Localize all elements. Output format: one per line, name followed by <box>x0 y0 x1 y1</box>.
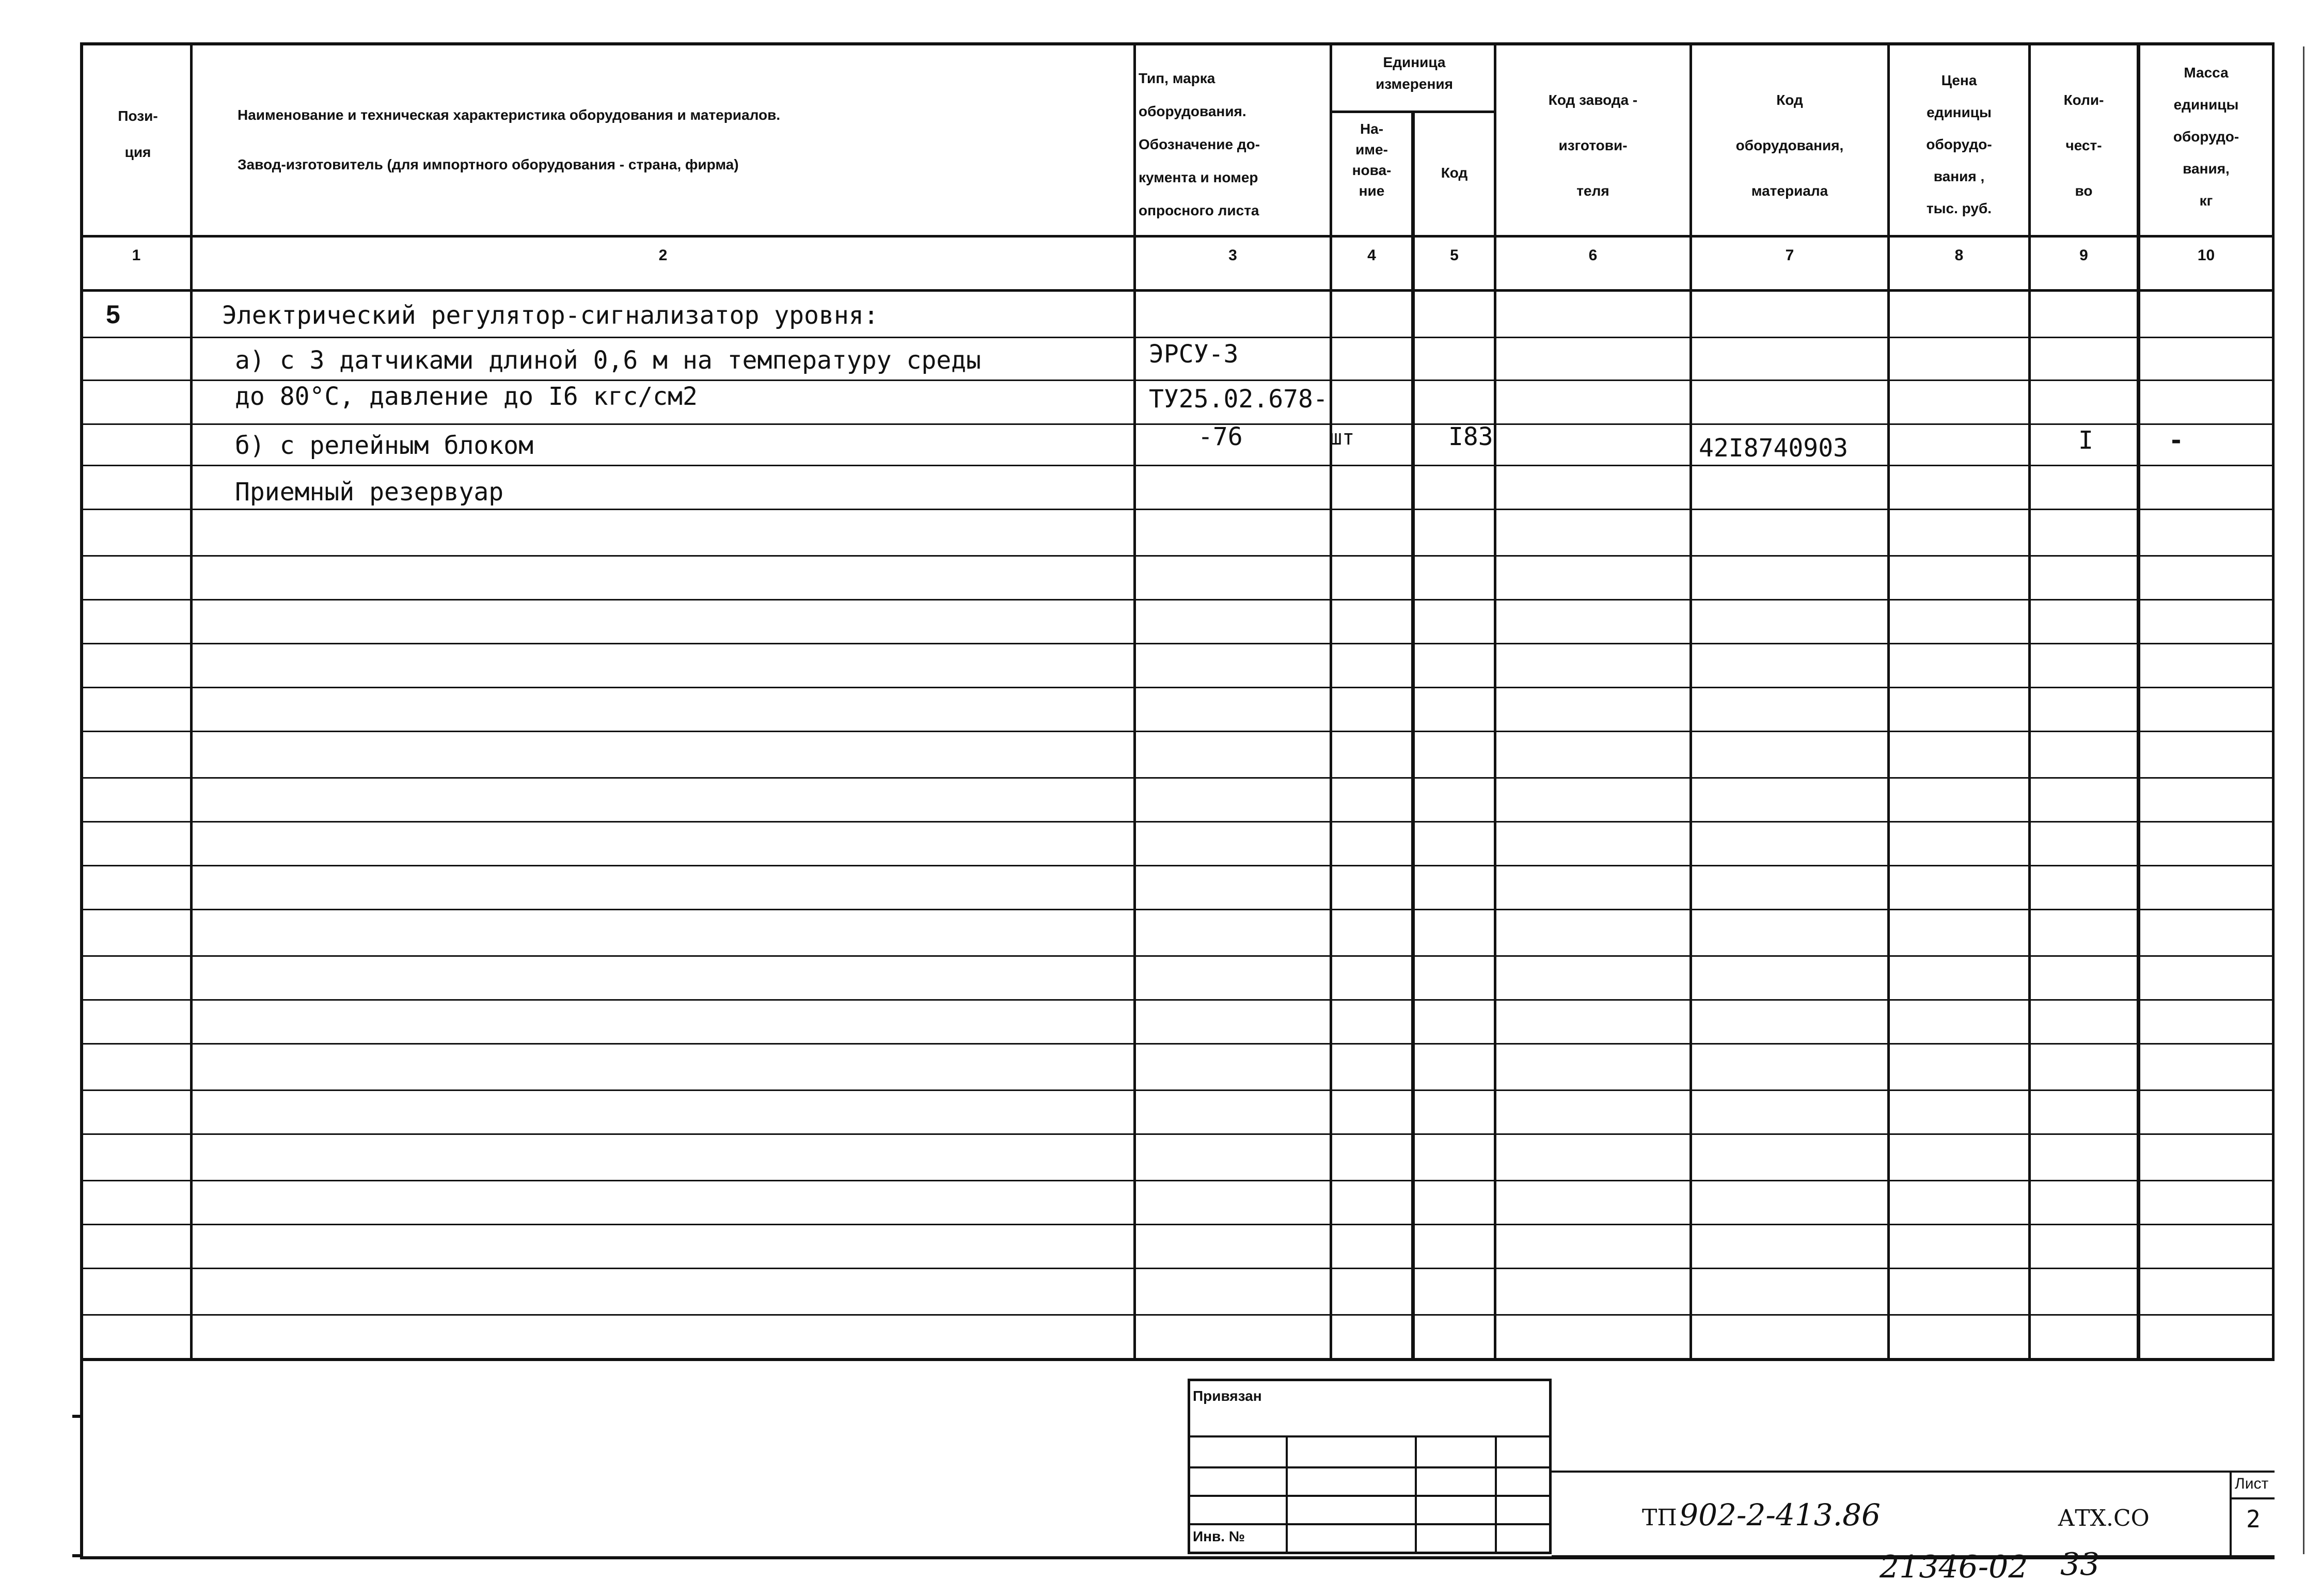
row-name: до 80°С, давление до I6 кгс/см2 <box>235 382 698 411</box>
row-line <box>80 599 2275 601</box>
column-number: 1 <box>132 247 141 264</box>
row-line <box>80 731 2275 732</box>
sheet-number: 2 <box>2246 1505 2261 1533</box>
col-divider <box>2137 42 2140 1360</box>
column-number: 10 <box>2197 247 2215 264</box>
header-position: Пози- ция <box>118 108 158 160</box>
row-name: Приемный резервуар <box>235 478 504 507</box>
header-mass: Масса единицы оборудо- вания, кг <box>2173 65 2239 209</box>
header-unit-name: На- име- нова- ние <box>1352 121 1392 199</box>
row-type: -76 <box>1198 422 1243 451</box>
col-divider <box>1411 112 1415 1360</box>
header-name: Наименование и техническая характеристика оборудования и материалов. Завод-изготовитель (для импортного оборудования - страна, фирма) <box>238 107 781 172</box>
header-bottom-line <box>80 235 2275 238</box>
archive-number: 21346-02 <box>1880 1549 2028 1585</box>
row-line <box>80 1133 2275 1135</box>
table-bottom-line <box>80 1358 2275 1361</box>
row-mass: - <box>2169 426 2184 455</box>
stamp-linked-label: Привязан <box>1193 1388 1262 1404</box>
row-type: ТУ25.02.678- <box>1149 385 1328 414</box>
column-number: 7 <box>1785 247 1794 264</box>
stamp-line <box>1188 1495 1552 1497</box>
column-number: 2 <box>658 247 668 264</box>
header-maker-code: Код завода - изготови- теля <box>1548 92 1638 199</box>
row-name: а) с 3 датчиками длиной 0,6 м на температуру среды <box>235 346 981 375</box>
row-type: ЭРСУ-3 <box>1149 340 1239 369</box>
document-code <box>1642 1497 1881 1532</box>
column-number: 8 <box>1954 247 1964 264</box>
document-code-number: 902-2-413.86 <box>1679 1497 1881 1532</box>
header-unit-code: Код <box>1441 165 1468 181</box>
row-line <box>80 555 2275 557</box>
row-line <box>80 999 2275 1001</box>
row-line <box>80 909 2275 910</box>
row-line <box>80 821 2275 823</box>
row-line <box>80 1089 2275 1091</box>
column-number: 9 <box>2079 247 2088 264</box>
col-divider <box>190 42 193 1360</box>
sheet-label: Лист <box>2235 1475 2269 1492</box>
page-number: 33 <box>2060 1546 2100 1583</box>
row-line <box>80 423 2275 425</box>
header-unit: Единица измерения <box>1376 54 1453 92</box>
row-line <box>80 509 2275 510</box>
row-position: 5 <box>106 300 120 329</box>
row-line <box>80 955 2275 957</box>
stamp-line <box>2230 1497 2275 1499</box>
col-divider <box>1330 42 1332 1360</box>
stamp-divider <box>1415 1435 1417 1554</box>
row-line <box>80 777 2275 779</box>
header-type: Тип, марка оборудования. Обозначение до- кумента и номер опросного листа <box>1139 70 1260 218</box>
col-divider <box>1690 42 1692 1360</box>
stamp-divider <box>1495 1435 1497 1554</box>
stamp-line <box>1552 1471 2275 1473</box>
header-subdivider <box>1330 110 1496 113</box>
col-divider <box>2272 42 2275 1360</box>
document-suffix: АТХ.СО <box>2058 1505 2150 1531</box>
row-equipment-code: 42I8740903 <box>1699 434 1848 463</box>
row-unit-code: I83 <box>1448 422 1493 451</box>
margin-tick <box>72 1554 82 1557</box>
table-frame <box>80 42 2275 1559</box>
row-line <box>80 465 2275 466</box>
row-line <box>80 337 2275 338</box>
column-number: 6 <box>1588 247 1598 264</box>
row-line <box>80 1224 2275 1225</box>
header-price: Цена единицы оборудо- вания , тыс. руб. <box>1926 72 1992 216</box>
col-divider <box>2028 42 2031 1360</box>
row-line <box>80 1043 2275 1045</box>
col-divider <box>1887 42 1890 1360</box>
margin-tick <box>72 1415 82 1418</box>
header-equipment-code: Код оборудования, материала <box>1735 92 1844 199</box>
header-quantity: Коли- чест- во <box>2063 92 2104 199</box>
row-name: Электрический регулятор-сигнализатор уровня: <box>222 301 879 330</box>
row-line <box>80 380 2275 381</box>
column-number: 5 <box>1450 247 1459 264</box>
row-line <box>80 687 2275 688</box>
row-line <box>80 643 2275 644</box>
row-line <box>80 1180 2275 1181</box>
stamp-line <box>1188 1435 1552 1437</box>
document-code-prefix: ТП <box>1642 1505 1677 1531</box>
stamp-divider <box>1286 1435 1288 1554</box>
col-divider <box>1494 42 1496 1360</box>
col-divider <box>1133 42 1136 1360</box>
row-unit: шт <box>1330 426 1355 450</box>
stamp-line <box>1188 1523 1552 1525</box>
row-line <box>80 1268 2275 1269</box>
stamp-divider <box>2230 1471 2232 1556</box>
row-name: б) с релейным блоком <box>235 431 533 460</box>
row-quantity: I <box>2078 426 2093 455</box>
stamp-inventory-label: Инв. № <box>1193 1528 1245 1544</box>
row-line <box>80 865 2275 866</box>
column-number: 4 <box>1367 247 1376 264</box>
stamp-line <box>1188 1466 1552 1468</box>
column-number: 3 <box>1228 247 1237 264</box>
number-row-line <box>80 289 2275 292</box>
row-line <box>80 1314 2275 1316</box>
right-margin-line <box>2303 46 2304 1554</box>
